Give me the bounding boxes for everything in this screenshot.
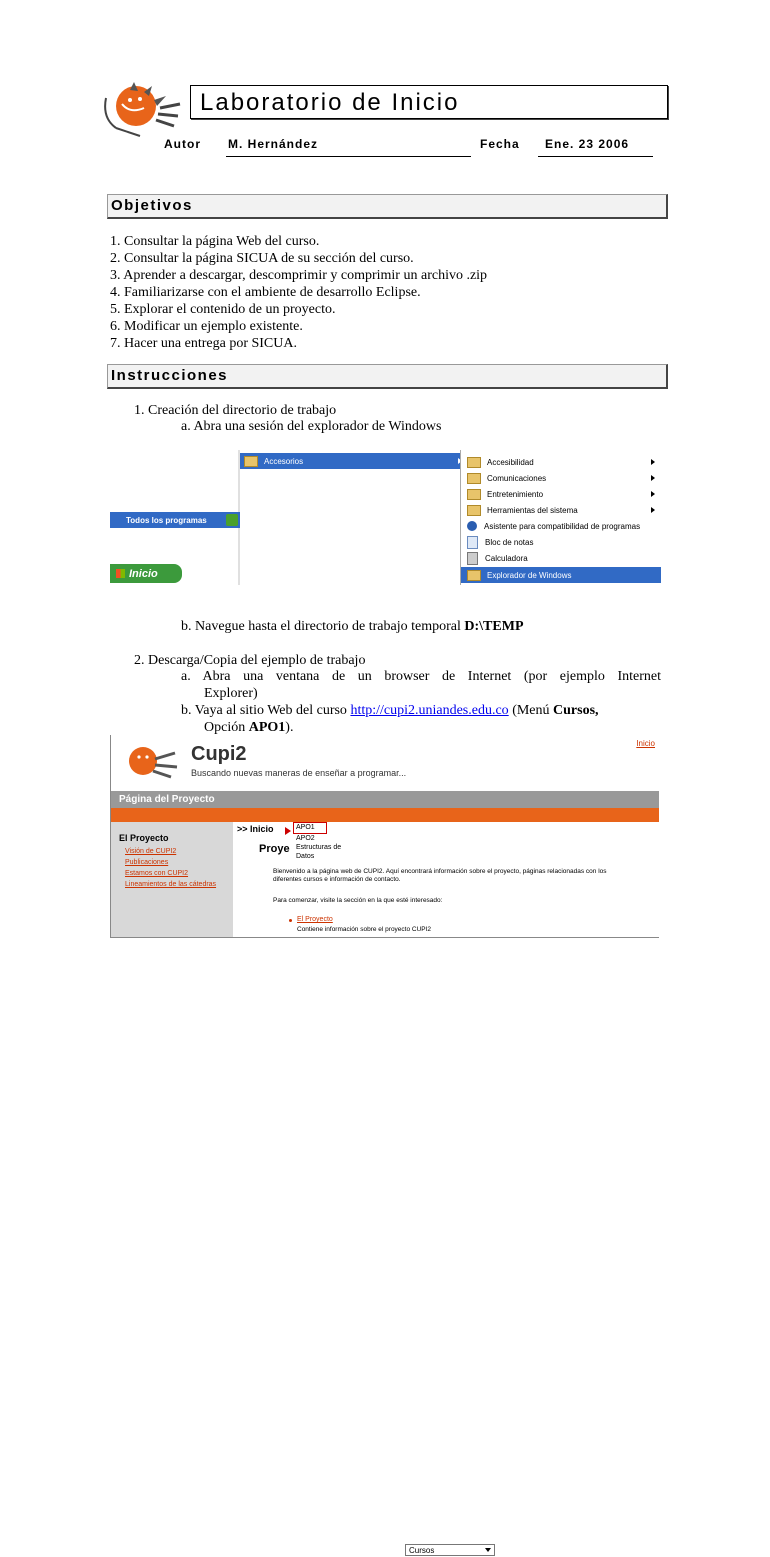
submenu-item[interactable]: Bloc de notas: [461, 534, 661, 550]
cupi2-tagline: Buscando nuevas maneras de enseñar a programar...: [191, 768, 407, 778]
bullet-icon: [289, 919, 292, 922]
step2b-line2: Opción APO1).: [204, 720, 294, 735]
logo: [100, 78, 190, 140]
red-arrow-icon: [285, 827, 291, 835]
chevron-right-icon: [651, 459, 655, 465]
sidebar-link[interactable]: Estamos con CUPI2: [125, 870, 189, 877]
step2a-line1: a. Abra una ventana de un browser de Internet (por ejemplo Internet: [181, 669, 661, 684]
green-arrow-icon: [226, 514, 238, 526]
explorer-icon: [467, 570, 481, 581]
el-proyecto-link[interactable]: El Proyecto: [297, 916, 333, 923]
submenu-item[interactable]: Herramientas del sistema: [461, 502, 661, 518]
band-title: Página del Proyecto: [119, 794, 215, 805]
submenu-item[interactable]: Calculadora: [461, 550, 661, 566]
nav-inicio[interactable]: Inicio: [221, 1543, 313, 1557]
list-item: 2. Consultar la página SICUA de su sección del curso.: [110, 251, 414, 266]
nav-contactenos[interactable]: Contáctenos: [681, 1545, 726, 1555]
dropdown-item[interactable]: Estructuras de Datos: [296, 844, 342, 860]
objetivos-list: [110, 233, 487, 352]
author-value: M. Hernández: [228, 137, 319, 151]
folder-icon: [244, 456, 258, 467]
list-item: 4. Familiarizarse con el ambiente de desarrollo Eclipse.: [110, 285, 421, 300]
submenu-item[interactable]: Asistente para compatibilidad de programas: [461, 518, 661, 534]
bullet-desc: Contiene información sobre el proyecto CUPI2: [297, 926, 432, 933]
cupi2-band: [111, 791, 659, 808]
nav-cursos-select[interactable]: Cursos: [405, 1544, 495, 1556]
todos-programas-item[interactable]: [110, 512, 240, 528]
step2: 2. Descarga/Copia del ejemplo de trabajo: [134, 653, 366, 668]
submenu-item[interactable]: Comunicaciones: [461, 470, 661, 486]
nav-descargas[interactable]: Descargas: [497, 1543, 585, 1557]
date-label: Fecha: [480, 137, 520, 151]
chevron-right-icon: [651, 475, 655, 481]
sidebar-link[interactable]: Visión de CUPI2: [125, 848, 177, 855]
instrucciones-heading: Instrucciones: [111, 367, 229, 384]
sidebar-link[interactable]: Publicaciones: [125, 859, 169, 866]
page-heading: Proye: [259, 843, 290, 855]
step2b-line1: b. Vaya al sitio Web del curso http://cupi2.uniandes.edu.co (Menú Cursos,: [181, 703, 599, 718]
start-label: Inicio: [129, 567, 158, 580]
date-underline: [538, 156, 653, 157]
cupi2-logo-text: Cupi2: [191, 743, 247, 765]
list-item: 6. Modificar un ejemplo existente.: [110, 319, 303, 334]
list-item: 1. Consultar la página Web del curso.: [110, 234, 320, 249]
step1: 1. Creación del directorio de trabajo: [134, 403, 337, 418]
breadcrumb: >> Inicio: [237, 824, 274, 834]
cupi2-screenshot: [110, 735, 726, 1555]
nav-proyecto[interactable]: El Proyecto: [313, 1543, 405, 1557]
objetivos-heading: Objetivos: [111, 197, 193, 214]
page-title: Laboratorio de Inicio: [200, 89, 460, 116]
accesorios-label: Accesorios: [264, 456, 304, 466]
calculator-icon: [467, 552, 478, 565]
submenu-item[interactable]: Accesibilidad: [461, 454, 661, 470]
sidebar-link[interactable]: Lineamientos de las cátedras: [125, 881, 217, 888]
course-site-link[interactable]: http://cupi2.uniandes.edu.co: [350, 703, 509, 718]
step1a: a. Abra una sesión del explorador de Windows: [181, 419, 442, 434]
date-value: Ene. 23 2006: [545, 137, 630, 151]
cursos-dropdown: [293, 822, 355, 860]
submenu-item-explorador[interactable]: Explorador de Windows: [461, 567, 661, 583]
submenu-item[interactable]: Entretenimiento: [461, 486, 661, 502]
folder-icon: [467, 473, 481, 484]
welcome-text: Bienvenido a la página web de CUPI2. Aquí encontrará información sobre el proyecto, páginas relacionadas con los diferentes cursos e información de contacto.: [273, 868, 607, 883]
cupi2-nav: [111, 808, 659, 822]
help-icon: [467, 521, 477, 531]
accesorios-submenu: [460, 450, 661, 585]
step2a-line2: Explorer): [204, 686, 258, 701]
chevron-down-icon: [485, 1548, 491, 1552]
step1b: b. Navegue hasta el directorio de trabajo temporal D:\TEMP: [181, 619, 524, 634]
chevron-right-icon: [651, 507, 655, 513]
list-item: 3. Aprender a descargar, descomprimir y comprimir un archivo .zip: [110, 268, 488, 283]
folder-icon: [467, 457, 481, 468]
nav-profesores[interactable]: Zona de Profesores: [587, 1543, 677, 1557]
dropdown-item-apo1[interactable]: APO1: [293, 822, 327, 834]
top-inicio-link[interactable]: Inicio: [636, 739, 655, 748]
folder-icon: [467, 505, 481, 516]
dropdown-item[interactable]: APO2: [296, 835, 315, 842]
start-menu-screenshot: [110, 450, 660, 585]
start-button[interactable]: [110, 564, 182, 583]
accesorios-item[interactable]: [240, 453, 468, 469]
sidebar-title: El Proyecto: [119, 833, 169, 843]
author-underline: [226, 156, 471, 157]
prompt-text: Para comenzar, visite la sección en la que esté interesado:: [273, 897, 443, 904]
chevron-right-icon: [651, 491, 655, 497]
windows-logo-icon: [116, 569, 125, 578]
todos-programas-label: Todos los programas: [126, 515, 207, 525]
list-item: 5. Explorar el contenido de un proyecto.: [110, 302, 336, 317]
folder-icon: [467, 489, 481, 500]
notepad-icon: [467, 536, 478, 549]
author-label: Autor: [164, 137, 201, 151]
list-item: 7. Hacer una entrega por SICUA.: [110, 336, 297, 351]
cupi2-logo-icon: [117, 741, 187, 781]
